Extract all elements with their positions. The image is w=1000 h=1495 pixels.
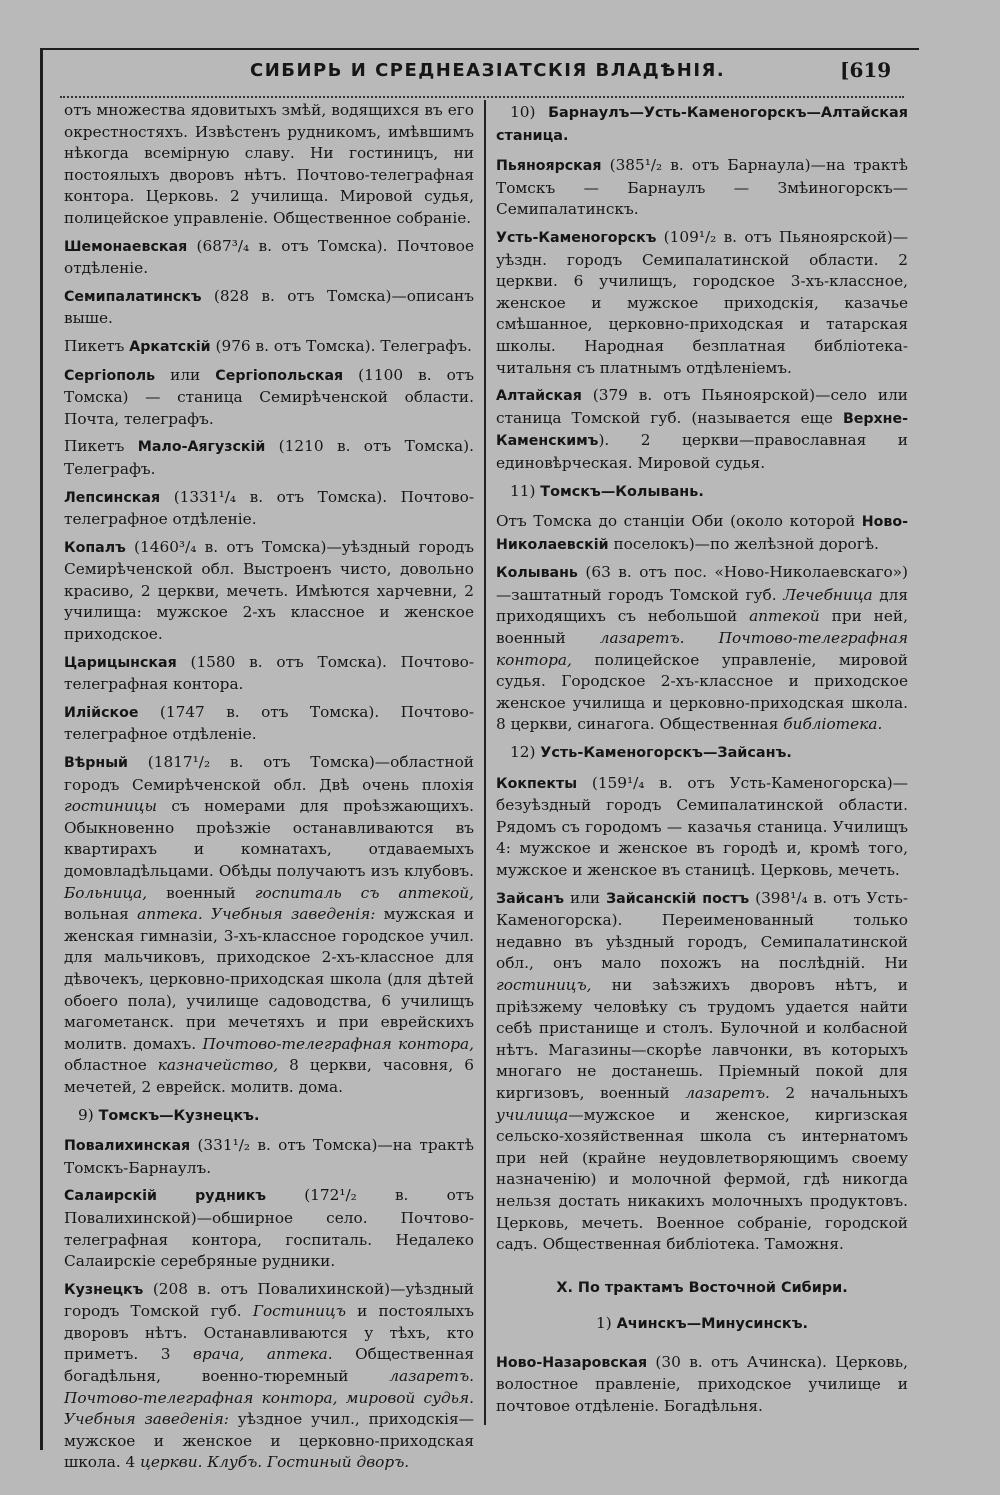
place-name: Колывань: [496, 565, 578, 582]
entry-povalikhinskaya: Повалихинская (331¹/₂ в. отъ Томска)—на трактѣ Томскъ-Барнаулъ.: [64, 1136, 474, 1177]
entry-sergiopol: Сергіополь или Сергіопольская (1100 в. отъ Томска) — станица Семирѣченской области. Почта, телеграфъ.: [64, 365, 474, 428]
place-name: Салаирскій рудникъ: [64, 1188, 267, 1205]
place-name: Шемонаевская: [64, 238, 188, 255]
section-heading: X. По трактамъ Восточной Сибири.: [556, 1279, 848, 1296]
entry-verny: Вѣрный (1817¹/₂ в. отъ Томска)—областной городъ Семирѣченской обл. Двѣ очень плохія гостиницы съ номерами для проѣзжающихъ. Обыкновенно проѣзжіе останавливаются въ квартирахъ и комнатахъ, отдаваемыхъ домовладѣльцами. Обѣды получаютъ изъ клубовъ. Больница, военный госпиталь съ аптекой, вольная аптека. Учебныя заведенія: мужская и женская гимназіи, 3-хъ-классное городское учил. для мальчиковъ, приходское 2-хъ-классное для дѣвочекъ, церковно-приходская школа (для дѣтей обоего пола), училище садоводства, 6 училищъ магометанск. при мечетяхъ и при еврейскихъ молитв. домахъ. Почтово-телеграфная контора, областное казначейство, 8 церкви, часовня, 6 мечетей, 2 еврейск. молитв. дома.: [64, 753, 474, 1096]
entry-kopal: Копалъ (1460³/₄ в. отъ Томска)—уѣздный городъ Семирѣченской обл. Выстроенъ чисто, довольно красиво, 2 церкви, мечеть. Имѣются харчевни, 2 училища: мужское 2-хъ классное и женское приходское.: [64, 537, 474, 644]
place-name: Кокпекты: [496, 775, 578, 792]
entry-semipalatinsk: Семипалатинскъ (828 в. отъ Томска)—описанъ выше.: [64, 286, 474, 328]
entry-altayskaya: Алтайская (379 в. отъ Пьяноярской)—село или станица Томской губ. (называется еще Верхне-Каменскимъ). 2 церкви—православная и единовѣрческая. Мировой судья.: [496, 386, 908, 472]
place-name: Ново-Назаровская: [496, 1354, 648, 1371]
entry-kuznetsk: Кузнецкъ (208 в. отъ Повалихинской)—уѣздный городъ Томской губ. Гостиницъ и постоялыхъ дворовъ нѣтъ. Останавливаются у тѣхъ, кто приметъ. 3 врача, аптека. Общественная богадѣльня, военно-тюремный лазаретъ. Почтово-телеграфная контора, мировой судья. Учебныя заведенія: уѣздное учил., приходскія—мужское и женское и церковно-приходская школа. 4 церкви. Клубъ. Гостиный дворъ.: [64, 1279, 474, 1472]
entry-shemonaevskaya: Шемонаевская (687³/₄ в. отъ Томска). Почтовое отдѣленіе.: [64, 236, 474, 278]
place-name: Сергіопольская: [215, 367, 344, 384]
right-column: [496, 100, 908, 1424]
entry-pyanoyarskaya: Пьяноярская (385¹/₂ в. отъ Барнаула)—на трактѣ Томскъ — Барнаулъ — Змѣиногорскъ—Семипалатинскъ.: [496, 156, 908, 219]
entry-tsaritsynskaya: Царицынская (1580 в. отъ Томска). Почтово-телеграфная контора.: [64, 652, 474, 694]
place-name: Лепсинская: [64, 489, 161, 506]
entry-zaysan: Зайсанъ или Зайсанскій постъ (398¹/₄ в. отъ Усть-Каменогорска). Переименованный только недавно въ уѣздный городъ, Семипалатинской обл., онъ мало похожъ на послѣдній. Ни гостиницъ, ни заѣзжихъ дворовъ нѣтъ, и пріѣзжему человѣку съ трудомъ удается найти себѣ пристанище и столъ. Булочной и колбасной нѣтъ. Магазины—скорѣе лавчонки, въ которыхъ многаго не достанешь. Пріемный покой для киргизовъ, военный лазаретъ. 2 начальныхъ училища—мужское и женское, киргизская сельско-хозяйственная школа съ интернатомъ при ней (крайне неудовлетворяющимъ своему назначенію) и молочной фермой, гдѣ никогда нельзя достать никакихъ молочныхъ продуктовъ. Церковь, мечеть. Военное собраніе, городской садъ. Общественная библіотека. Таможня.: [496, 888, 908, 1254]
paragraph: отъ множества ядовитыхъ змѣй, водящихся въ его окрестностяхъ. Извѣстенъ рудникомъ, имѣвшимъ нѣкогда всемірную славу. Ни гостиницъ, ни постоялыхъ дворовъ нѣтъ. Почтово-телеграфная контора. Церковь. 2 училища. Мировой судья, полицейское управленіе. Общественное собраніе.: [64, 101, 474, 227]
running-title: СИБИРЬ И СРЕДНЕАЗІАТСКІЯ ВЛАДѢНІЯ.: [250, 60, 726, 81]
place-name: Сергіополь: [64, 367, 156, 384]
running-header: [60, 56, 900, 88]
header-rule: [60, 96, 904, 98]
entry-ob-station: Отъ Томска до станціи Оби (около которой Ново-Николаевскій поселокъ)—по желѣзной дорогѣ.: [496, 512, 908, 553]
route-heading: 11) Томскъ—Колывань.: [510, 481, 704, 500]
entry-malo-ayaguzsky: Пикетъ Мало-Аягузскій (1210 в. отъ Томска). Телеграфъ.: [64, 437, 474, 478]
entry-kokpekty: Кокпекты (159¹/₄ в. отъ Усть-Каменогорска)—безуѣздный городъ Семипалатинской области. Рядомъ съ городомъ — казачья станица. Училищъ 4: мужское и женское въ городѣ и, кромѣ того, мужское и женское въ станицѣ. Церковь, мечеть.: [496, 773, 908, 879]
entry-arkatsky: Пикетъ Аркатскій (976 в. отъ Томска). Телеграфъ.: [64, 336, 472, 355]
route-heading: 1) Ачинскъ—Минусинскъ.: [596, 1314, 808, 1333]
route-heading: 12) Усть-Каменогорскъ—Зайсанъ.: [510, 743, 792, 762]
column-separator: [484, 100, 486, 1425]
place-name: Вѣрный: [64, 755, 128, 772]
page-number: [619: [840, 58, 892, 82]
entry-novo-nazarovskaya: Ново-Назаровская (30 в. отъ Ачинска). Церковь, волостное правленіе, приходское училище и почтовое отдѣленіе. Богадѣльня.: [496, 1352, 908, 1416]
place-name: Ново-Николаевскій: [496, 514, 908, 553]
place-name: Алтайская: [496, 388, 582, 405]
place-name: Пьяноярская: [496, 158, 602, 175]
entry-salairsky: Салаирскій рудникъ (172¹/₂ в. отъ Повалихинской)—обширное село. Почтово-телеграфная контора, госпиталь. Недалеко Салаирскіе серебряные рудники.: [64, 1186, 474, 1271]
place-name: Илійское: [64, 704, 139, 721]
left-column: [64, 100, 474, 1480]
route-heading: 9) Томскъ—Кузнецкъ.: [78, 1105, 260, 1124]
entry-lepsinskaya: Лепсинская (1331¹/₄ в. отъ Томска). Почтово-телеграфное отдѣленіе.: [64, 487, 474, 529]
entry-ust-kamenogorsk: Усть-Каменогорскъ (109¹/₂ в. отъ Пьяноярской)—уѣздн. городъ Семипалатинской области. 2 церкви. 6 училищъ, городское 3-хъ-классное, женское и мужское приходскія, казачье смѣшанное, церковно-приходская и татарская школы. Народная безплатная библіотека-читальня съ платнымъ отдѣленіемъ.: [496, 227, 908, 377]
place-name: Мало-Аягузскій: [137, 439, 266, 456]
place-name: Усть-Каменогорскъ: [496, 229, 657, 246]
place-name: Кузнецкъ: [64, 1281, 144, 1298]
place-name: Царицынская: [64, 654, 177, 671]
place-name: Зайсанъ: [496, 890, 565, 907]
place-name: Аркатскій: [129, 338, 211, 355]
place-name: Копалъ: [64, 539, 126, 556]
place-name: Верхне-Каменскимъ: [496, 410, 908, 450]
route-heading: 10) Барнаулъ—Усть-Каменогорскъ—Алтайская станица.: [496, 103, 908, 144]
place-name: Повалихинская: [64, 1138, 191, 1155]
entry-kolyvan: Колывань (63 в. отъ пос. «Ново-Николаевскаго»)—заштатный городъ Томской губ. Лечебница для приходящихъ съ небольшой аптекой при ней, военный лазаретъ. Почтово-телеграфная контора, полицейское управленіе, мировой судья. Городское 2-хъ-классное и приходское женское училища и церковно-приходская школа. 8 церкви, синагога. Общественная библіотека.: [496, 563, 908, 734]
place-name: Зайсанскій постъ: [606, 890, 750, 907]
entry-iliyskoe: Илійское (1747 в. отъ Томска). Почтово-телеграфное отдѣленіе.: [64, 702, 474, 744]
place-name: Семипалатинскъ: [64, 288, 202, 305]
